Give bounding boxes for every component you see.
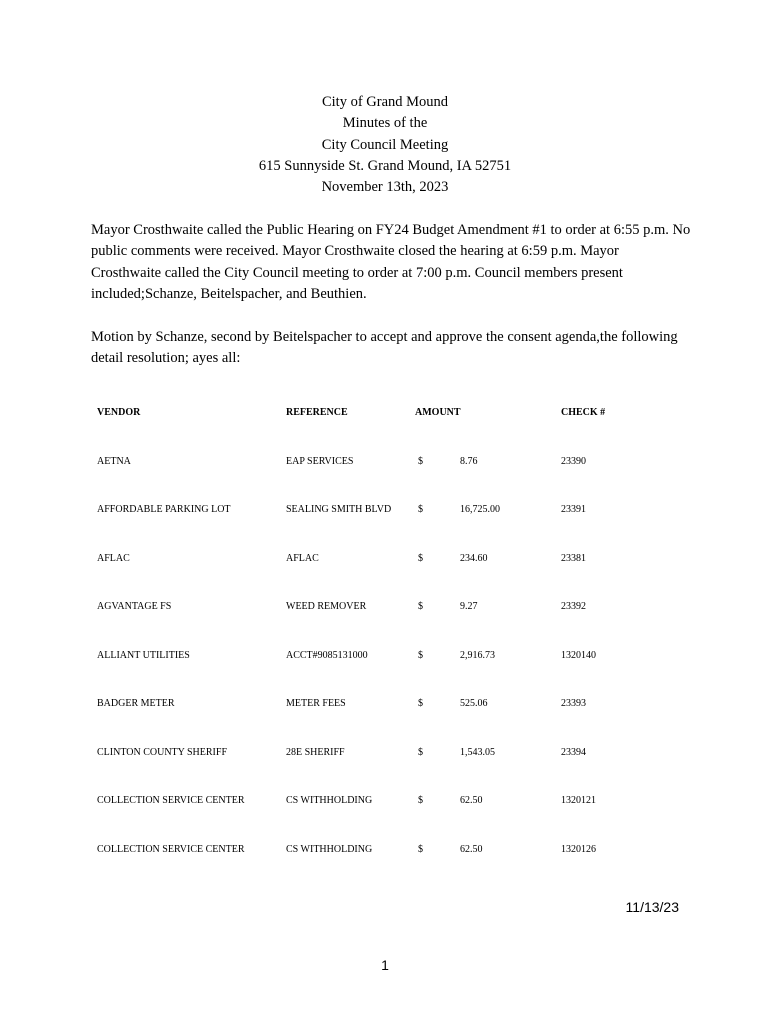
cell-reference: WEED REMOVER [286, 601, 367, 612]
table-row [97, 501, 657, 519]
table-row [97, 647, 657, 665]
cell-vendor: COLLECTION SERVICE CENTER [97, 795, 245, 806]
cell-amount: 2,916.73 [460, 649, 495, 661]
header-vendor: VENDOR [97, 407, 141, 418]
page-number: 1 [381, 957, 389, 973]
cell-dollar-sign: $ [418, 552, 423, 564]
cell-amount: 525.06 [460, 698, 488, 709]
meeting-date: November 13th, 2023 [321, 179, 449, 196]
cell-check-number: 23390 [561, 455, 586, 467]
cell-vendor: COLLECTION SERVICE CENTER [97, 843, 245, 855]
table-body [97, 453, 657, 859]
cell-check-number: 23381 [561, 552, 586, 564]
cell-reference: ACCT#9085131000 [286, 649, 368, 661]
cell-dollar-sign: $ [418, 649, 423, 661]
cell-check-number: 1320140 [561, 649, 596, 661]
table-row [97, 550, 657, 568]
cell-vendor: CLINTON COUNTY SHERIFF [97, 746, 228, 758]
cell-dollar-sign: $ [418, 746, 423, 758]
cell-check-number: 23392 [561, 601, 586, 612]
cell-reference: SEALING SMITH BLVD [286, 504, 392, 515]
table-row [97, 744, 657, 762]
meeting-title: City Council Meeting [321, 136, 449, 153]
opening-paragraph: Mayor Crosthwaite called the Public Hearing on FY24 Budget Amendment #1 to order at 6:55 p.m. No public comments were received. Mayor Crosthwaite closed the hearing at 6:59 p.m. Mayor Crosthwaite called the City Council meeting to order at 7:00 p.m. Council members present included;Schanze, Beitelspacher, and Beuthien. [91, 222, 691, 302]
cell-amount: 8.76 [460, 455, 478, 467]
cell-reference: 28E SHERIFF [286, 746, 345, 758]
cell-dollar-sign: $ [418, 698, 423, 709]
city-name: City of Grand Mound [321, 94, 449, 110]
minutes-title: Minutes of the [342, 115, 428, 132]
header-reference: REFERENCE [286, 407, 348, 418]
cell-dollar-sign: $ [418, 504, 423, 515]
cell-amount: 16,725.00 [460, 504, 500, 515]
cell-vendor: ALLIANT UTILITIES [97, 649, 190, 661]
table-row [97, 841, 657, 859]
cell-dollar-sign: $ [418, 601, 423, 612]
cell-amount: 1,543.05 [460, 746, 495, 758]
cell-reference: CS WITHHOLDING [286, 843, 373, 855]
header-amount: AMOUNT [415, 407, 461, 418]
meeting-address: 615 Sunnyside St. Grand Mound, IA 52751 [258, 157, 512, 174]
cell-dollar-sign: $ [418, 843, 423, 855]
cell-amount: 62.50 [460, 795, 483, 806]
cell-check-number: 1320126 [561, 843, 596, 855]
cell-dollar-sign: $ [418, 455, 423, 467]
claims-table [97, 404, 657, 859]
table-row [97, 453, 657, 471]
table-header-row [97, 404, 657, 422]
cell-check-number: 1320121 [561, 795, 596, 806]
cell-reference: METER FEES [286, 698, 346, 709]
footer-date: 11/13/23 [625, 899, 679, 915]
header-check: CHECK # [561, 407, 606, 418]
cell-check-number: 23393 [561, 698, 586, 709]
cell-vendor: BADGER METER [97, 698, 175, 709]
table-row [97, 792, 657, 810]
cell-reference: CS WITHHOLDING [286, 795, 373, 806]
document-header [0, 92, 770, 198]
cell-check-number: 23391 [561, 504, 586, 515]
cell-reference: EAP SERVICES [286, 455, 354, 467]
cell-amount: 9.27 [460, 601, 478, 612]
cell-dollar-sign: $ [418, 795, 423, 806]
cell-reference: AFLAC [286, 552, 319, 564]
cell-check-number: 23394 [561, 746, 586, 758]
cell-vendor: AETNA [97, 455, 131, 467]
cell-amount: 234.60 [460, 552, 488, 564]
motion-paragraph: Motion by Schanze, second by Beitelspacher to accept and approve the consent agenda,the following detail resolution; ayes all: [91, 329, 678, 367]
cell-vendor: AGVANTAGE FS [97, 601, 172, 612]
cell-vendor: AFFORDABLE PARKING LOT [97, 504, 231, 515]
cell-amount: 62.50 [460, 843, 483, 855]
cell-vendor: AFLAC [97, 552, 130, 564]
table-row [97, 598, 657, 616]
table-row [97, 695, 657, 713]
